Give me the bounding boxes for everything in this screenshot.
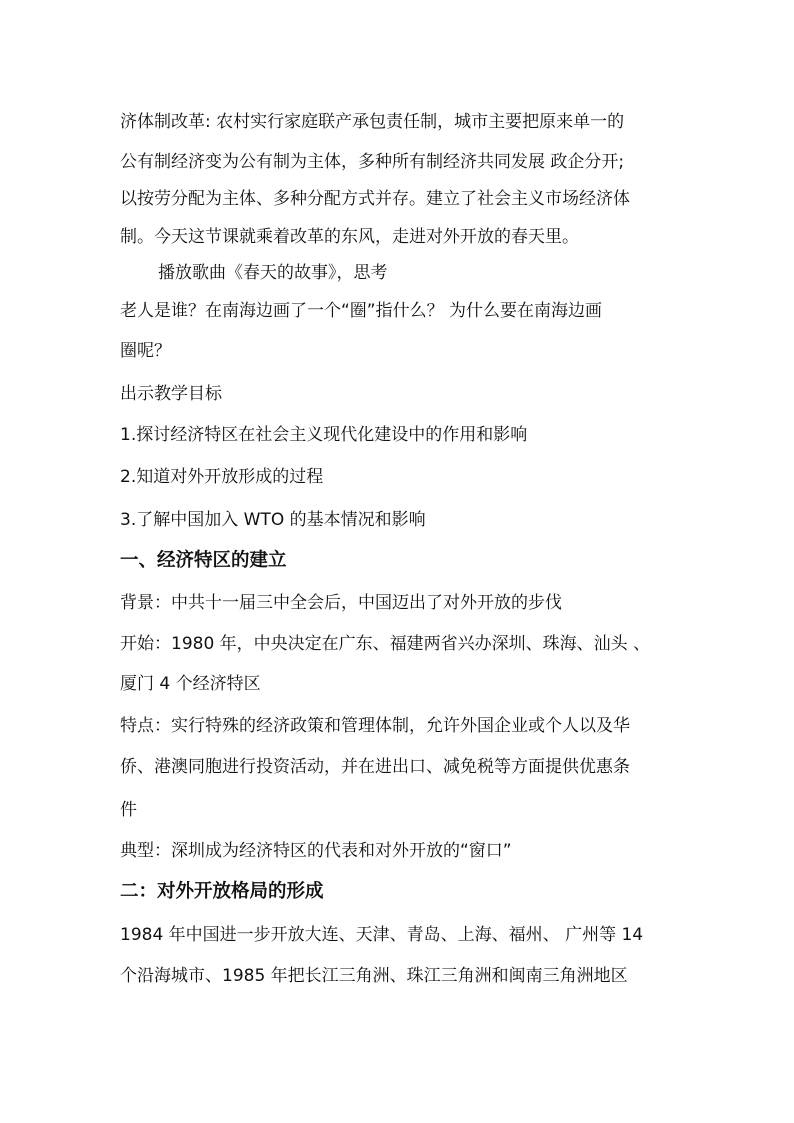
text-line: 1984 年中国进一步开放大连、天津、青岛、上海、福州、 广州等 14 — [120, 925, 644, 945]
text-line: 典型：深圳成为经济特区的代表和对外开放的“窗口” — [120, 841, 512, 861]
text-line: 出示教学目标 — [120, 384, 222, 404]
text-line: 制。今天这节课就乘着改革的东风，走进对外开放的春天里。 — [120, 227, 579, 247]
text-line: 以按劳分配为主体、多种分配方式并存。建立了社会主义市场经济体 — [120, 189, 630, 209]
text-line: 圈呢？ — [120, 341, 171, 361]
text-line: 播放歌曲《春天的故事》，思考 — [158, 263, 388, 283]
section-heading-1: 一、经济特区的建立 — [120, 550, 287, 571]
text-line: 2.知道对外开放形成的过程 — [120, 467, 324, 487]
text-line: 3.了解中国加入 WTO 的基本情况和影响 — [120, 510, 426, 530]
text-line: 老人是谁？在南海边画了一个“圈”指什么？ 为什么要在南海边画 — [120, 301, 603, 321]
text-line: 1.探讨经济特区在社会主义现代化建设中的作用和影响 — [120, 425, 528, 445]
text-line: 开始：1980 年，中央决定在广东、福建两省兴办深圳、珠海、汕头 、 — [120, 634, 651, 654]
text-line: 件 — [120, 800, 137, 820]
text-line: 侨、港澳同胞进行投资活动，并在进出口、减免税等方面提供优惠条 — [120, 757, 630, 777]
text-line: 济体制改革: 农村实行家庭联产承包责任制，城市主要把原来单一的 — [120, 112, 625, 132]
text-line: 背景：中共十一届三中全会后，中国迈出了对外开放的步伐 — [120, 593, 562, 613]
section-heading-2: 二：对外开放格局的形成 — [120, 881, 324, 902]
text-line: 特点：实行特殊的经济政策和管理体制，允许外国企业或个人以及华 — [120, 716, 630, 736]
text-line: 个沿海城市、1985 年把长江三角洲、珠江三角洲和闽南三角洲地区 — [120, 966, 628, 986]
text-line: 公有制经济变为公有制为主体，多种所有制经济共同发展 政企分开; — [120, 152, 625, 172]
text-line: 厦门 4 个经济特区 — [120, 674, 261, 694]
